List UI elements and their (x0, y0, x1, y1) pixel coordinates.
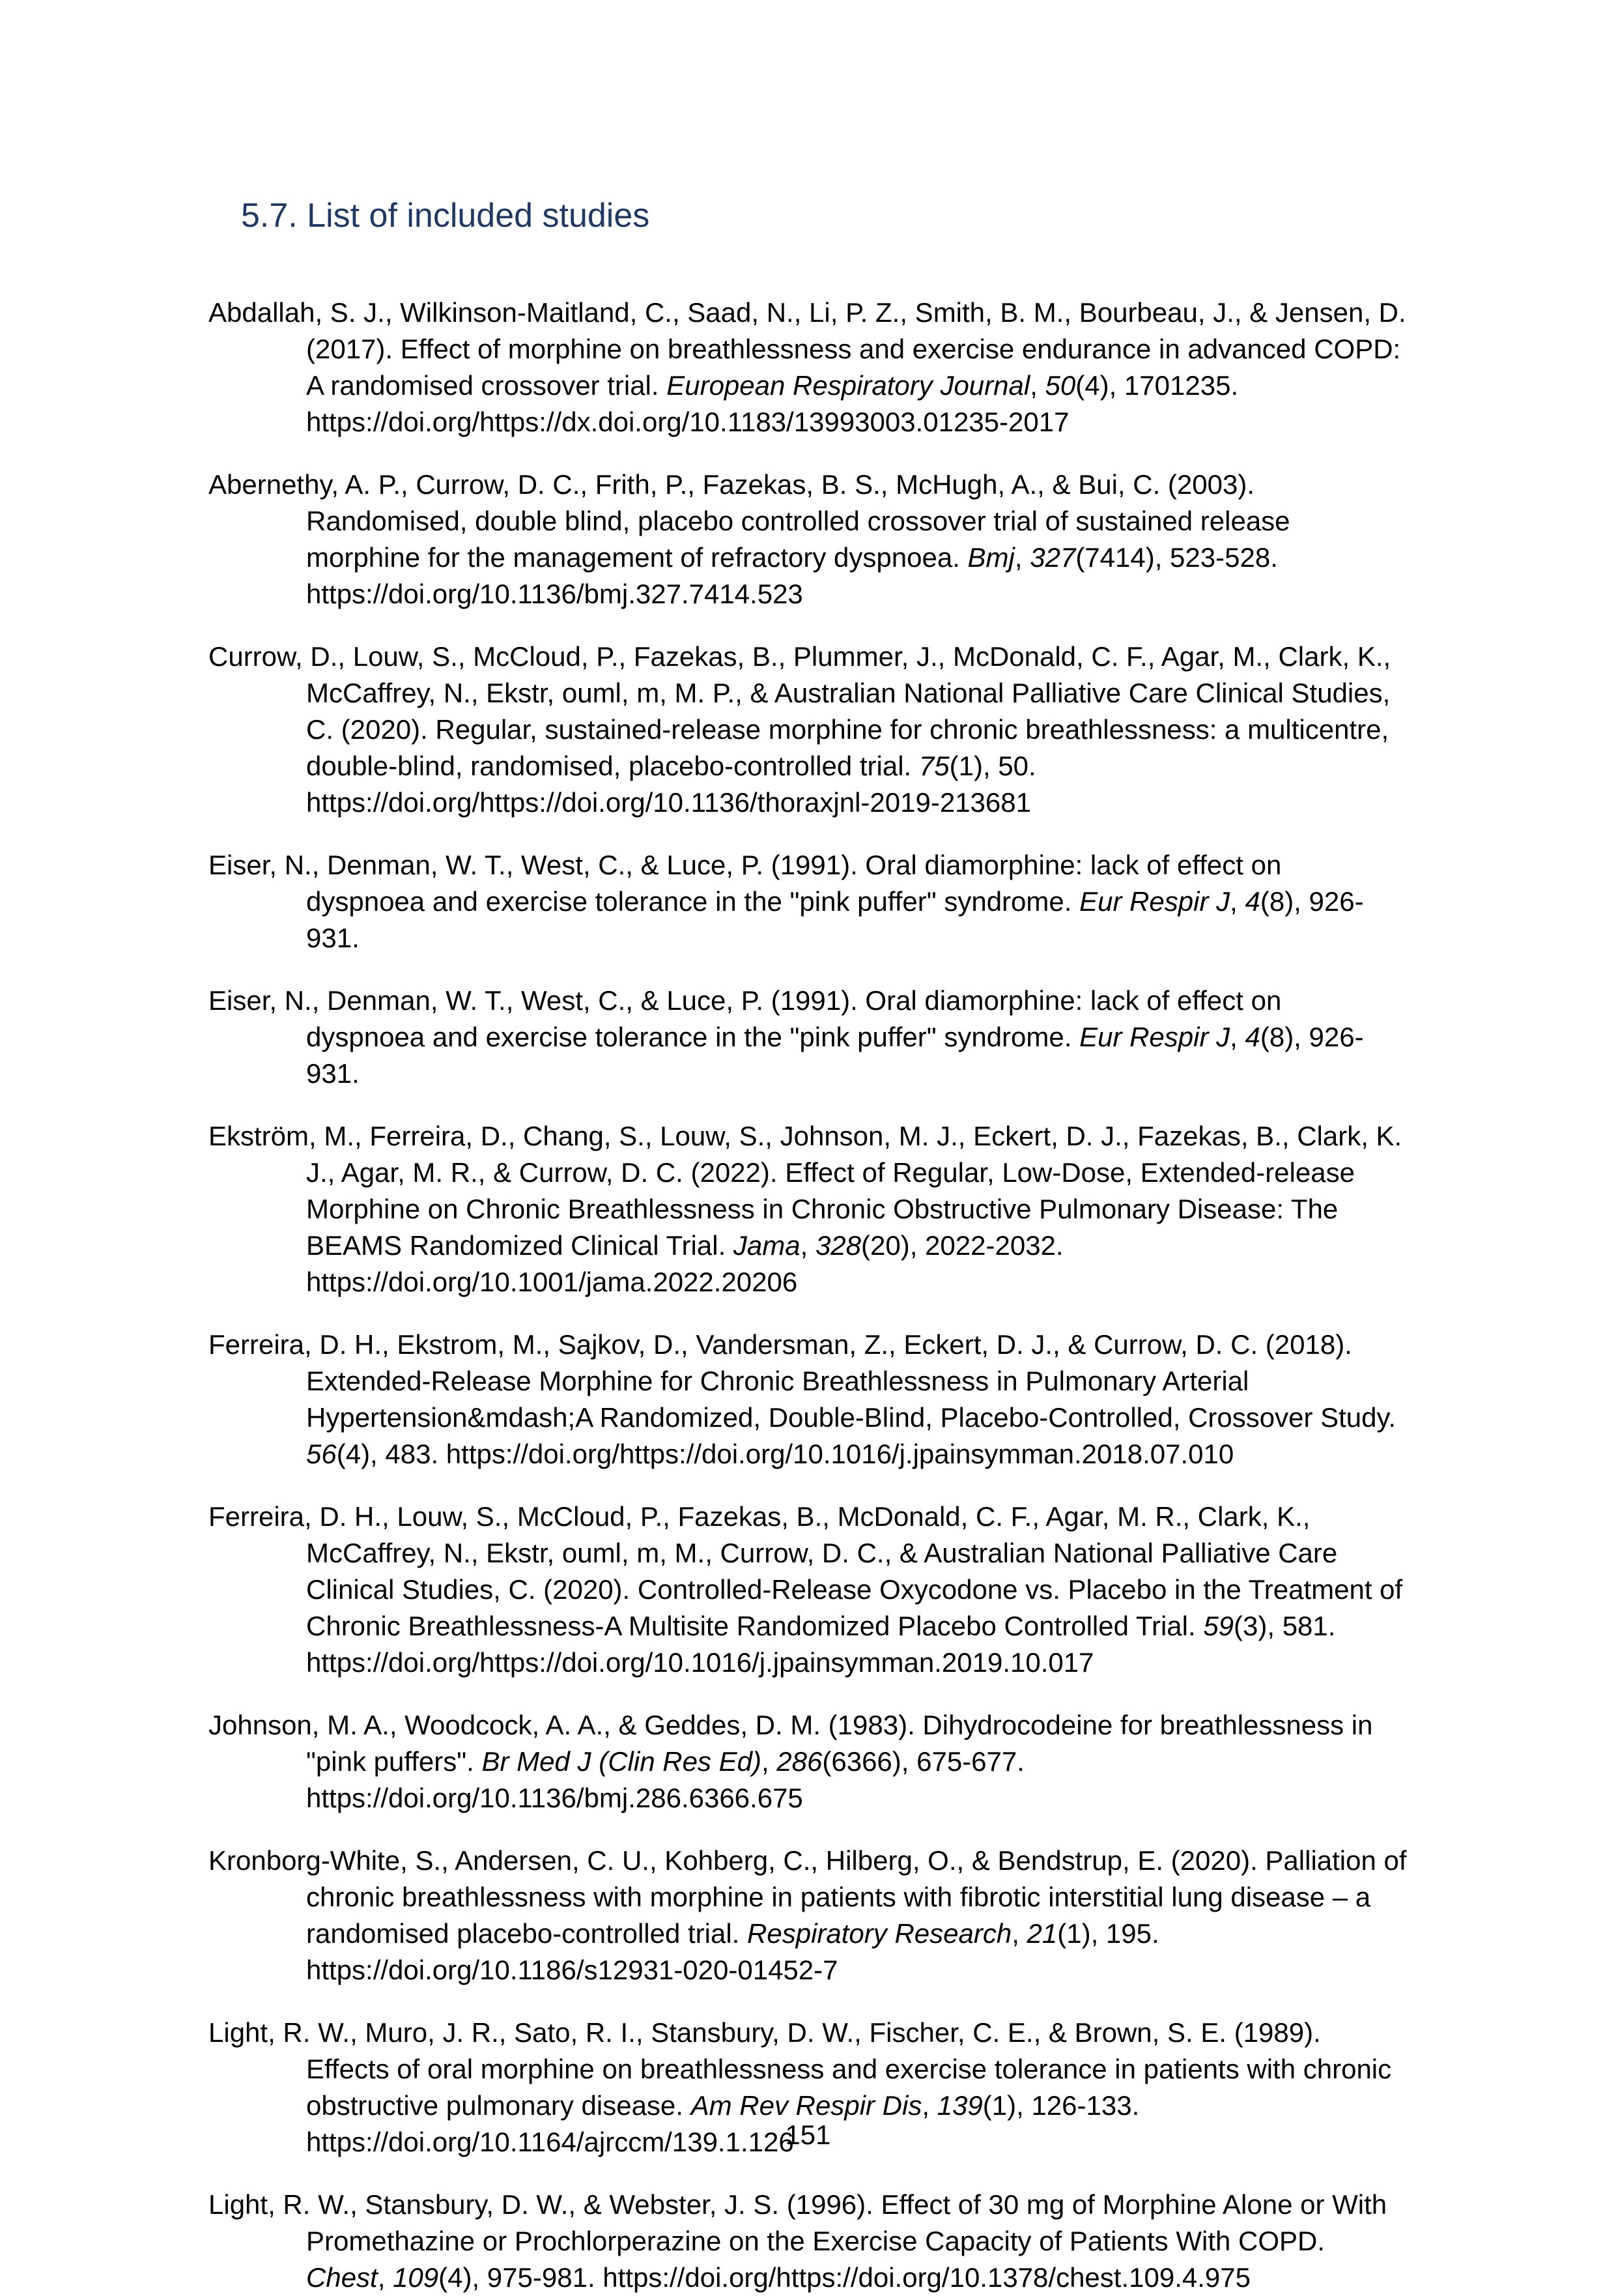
reference-text: (7414), 523-528. https://doi.org/10.1136/bmj.327.7414.523 (306, 542, 1278, 609)
reference-entry (208, 1707, 1408, 1816)
reference-text: , (761, 1746, 777, 1777)
reference-journal-volume: 75 (918, 751, 950, 781)
reference-text: Abdallah, S. J., Wilkinson-Maitland, C., Saad, N., Li, P. Z., Smith, B. M., Bourbeau, J., & Jensen, D. (2017). Effect of morphine on breathlessness and exercise endurance in advanced COPD: A randomised crossover trial. (208, 297, 1406, 401)
reference-text: (1), 195. https://doi.org/10.1186/s12931-020-01452-7 (306, 1918, 1159, 1985)
reference-text: , (800, 1230, 815, 1261)
reference-entry (208, 983, 1408, 1092)
reference-journal-volume: Eur Respir J (1079, 1022, 1230, 1052)
reference-journal-volume: 4 (1245, 1022, 1260, 1052)
reference-text: Ekström, M., Ferreira, D., Chang, S., Louw, S., Johnson, M. J., Eckert, D. J., Fazekas, B., Clark, K. J., Agar, M. R., & Currow, D. C. (2022). Effect of Regular, Low-Dose, Extended-release Morphine on Chronic Breathlessness in Chronic Obstructive Pulmonary Disease: The BEAMS Randomized Clinical Trial. (208, 1121, 1402, 1261)
reference-text: Eiser, N., Denman, W. T., West, C., & Luce, P. (1991). Oral diamorphine: lack of effect on dyspnoea and exercise tolerance in the "pink puffer" syndrome. (208, 985, 1282, 1052)
reference-text: Light, R. W., Stansbury, D. W., & Webster, J. S. (1996). Effect of 30 mg of Morphine Alone or With Promethazine or Prochlorperazine on the Exercise Capacity of Patients With COPD. (208, 2189, 1387, 2256)
reference-entry (208, 2187, 1408, 2296)
reference-journal-volume: 286 (776, 1746, 823, 1777)
reference-text: Currow, D., Louw, S., McCloud, P., Fazekas, B., Plummer, J., McDonald, C. F., Agar, M., Clark, K., McCaffrey, N., Ekstr, ouml, m, M. P., & Australian National Palliative Care Clinical Studies, C. (2020). Regular, sustained-release morphine for chronic breathlessness: a multicentre, double-blind, randomised, placebo-controlled trial. (208, 641, 1391, 781)
reference-journal-volume: 327 (1030, 542, 1076, 573)
reference-entry (208, 847, 1408, 956)
reference-entry (208, 466, 1408, 612)
reference-entry (208, 1327, 1408, 1472)
reference-journal-volume: 50 (1045, 370, 1076, 401)
reference-journal-volume: 109 (393, 2262, 439, 2293)
reference-text: (1), 126-133. https://doi.org/10.1164/ajrccm/139.1.126 (306, 2090, 1140, 2157)
reference-journal-volume: Eur Respir J (1079, 886, 1230, 917)
reference-entry (208, 294, 1408, 440)
section-heading: 5.7. List of included studies (241, 197, 650, 235)
reference-text: , (1230, 886, 1245, 917)
reference-list (208, 294, 1408, 2296)
reference-text: (8), 926-931. (306, 886, 1364, 953)
reference-text: Eiser, N., Denman, W. T., West, C., & Luce, P. (1991). Oral diamorphine: lack of effect on dyspnoea and exercise tolerance in the "pink puffer" syndrome. (208, 850, 1282, 917)
reference-journal-volume: Jama (733, 1230, 801, 1261)
reference-entry (208, 1843, 1408, 1988)
reference-journal-volume: Respiratory Research (747, 1918, 1012, 1949)
reference-journal-volume: 4 (1245, 886, 1260, 917)
reference-text: , (1012, 1918, 1027, 1949)
reference-journal-volume: Br Med J (Clin Res Ed) (481, 1746, 761, 1777)
reference-journal-volume: 56 (306, 1439, 337, 1469)
reference-text: Light, R. W., Muro, J. R., Sato, R. I., Stansbury, D. W., Fischer, C. E., & Brown, S. E. (1989). Effects of oral morphine on breathlessness and exercise tolerance in patients with chronic obstructive pulmonary disease. (208, 2017, 1392, 2121)
reference-entry (208, 1118, 1408, 1300)
reference-text: (8), 926-931. (306, 1022, 1364, 1089)
reference-text: Kronborg-White, S., Andersen, C. U., Kohberg, C., Hilberg, O., & Bendstrup, E. (2020). Palliation of chronic breathlessness with morphine in patients with fibrotic interstitial lung disease – a randomised placebo-controlled trial. (208, 1845, 1407, 1949)
reference-text: , (1030, 370, 1045, 401)
reference-journal-volume: 59 (1203, 1611, 1234, 1641)
reference-journal-volume: 21 (1027, 1918, 1058, 1949)
reference-text: (20), 2022-2032. https://doi.org/10.1001/jama.2022.20206 (306, 1230, 1064, 1297)
reference-entry (208, 639, 1408, 821)
reference-text: (3), 581. https://doi.org/https://doi.org/10.1016/j.jpainsymman.2019.10.017 (306, 1611, 1336, 1678)
reference-journal-volume: 139 (937, 2090, 983, 2121)
reference-text: (4), 1701235. https://doi.org/https://dx.doi.org/10.1183/13993003.01235-2017 (306, 370, 1239, 437)
reference-text: Abernethy, A. P., Currow, D. C., Frith, P., Fazekas, B. S., McHugh, A., & Bui, C. (2003). Randomised, double blind, placebo controlled crossover trial of sustained release morphine for the management of refractory dyspnoea. (208, 469, 1290, 573)
reference-journal-volume: European Respiratory Journal (666, 370, 1030, 401)
reference-text: (4), 975-981. https://doi.org/https://doi.org/10.1378/chest.109.4.975 (438, 2262, 1251, 2293)
reference-text: Ferreira, D. H., Ekstrom, M., Sajkov, D., Vandersman, Z., Eckert, D. J., & Currow, D. C. (2018). Extended-Release Morphine for Chronic Breathlessness in Pulmonary Arterial Hypertension&mdash;A Randomized, Double-Blind, Placebo-Controlled, Crossover Study. (208, 1329, 1396, 1433)
reference-text: , (1230, 1022, 1245, 1052)
reference-text: Ferreira, D. H., Louw, S., McCloud, P., Fazekas, B., McDonald, C. F., Agar, M. R., Clark, K., McCaffrey, N., Ekstr, ouml, m, M., Currow, D. C., & Australian National Palliative Care Clinical Studies, C. (2020). Controlled-Release Oxycodone vs. Placebo in the Treatment of Chronic Breathlessness-A Multisite Randomized Placebo Controlled Trial. (208, 1501, 1403, 1641)
reference-journal-volume: 328 (815, 1230, 862, 1261)
reference-text: , (377, 2262, 393, 2293)
reference-journal-volume: Bmj (967, 542, 1015, 573)
reference-entry (208, 1499, 1408, 1681)
reference-journal-volume: Chest (306, 2262, 378, 2293)
reference-text: , (922, 2090, 937, 2121)
reference-text: (6366), 675-677. https://doi.org/10.1136/bmj.286.6366.675 (306, 1746, 1025, 1813)
reference-text: , (1014, 542, 1030, 573)
reference-text: Johnson, M. A., Woodcock, A. A., & Geddes, D. M. (1983). Dihydrocodeine for breathlessness in "pink puffers". (208, 1710, 1373, 1777)
page-number: 151 (785, 2119, 831, 2150)
reference-text: (4), 483. https://doi.org/https://doi.org/10.1016/j.jpainsymman.2018.07.010 (336, 1439, 1234, 1469)
reference-text: (1), 50. https://doi.org/https://doi.org/10.1136/thoraxjnl-2019-213681 (306, 751, 1036, 818)
reference-journal-volume: Am Rev Respir Dis (690, 2090, 922, 2121)
